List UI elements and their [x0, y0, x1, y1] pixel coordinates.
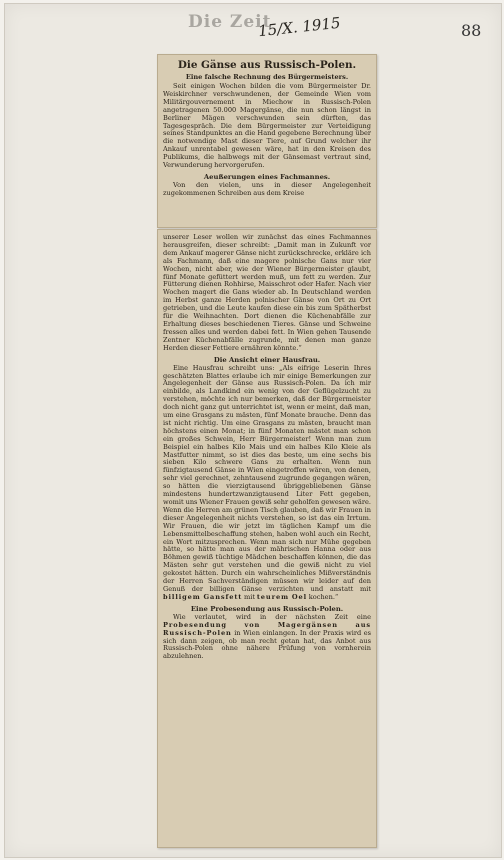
emphasis-probesendung: Probesendung von Magergänsen aus Russisch-Polen: [163, 620, 371, 637]
section-heading-expert: Aeußerungen eines Fachmannes.: [203, 172, 331, 181]
handwritten-date: 15/X. 1915: [257, 13, 342, 41]
paragraph-housewife-letter: [163, 365, 371, 602]
article-subtitle: Eine falsche Rechnung des Bürgermeisters.: [185, 73, 349, 81]
paragraph-expert-letter: unserer Leser wollen wir zunächst das eines Fachmannes herausgreifen, dieser schreibt: „Damit man in Zukunft vor dem Ankauf magerer Gänse nicht zurückschrecke, erkläre ich als Fachmann, daß eine magere polnische Gans nur vier Wochen, nicht aber, wie der Wiener Bürgermeister glaubt, fünf Monate gefüttert werden muß, um fett zu werden. Zur Fütterung dienen Rohhirse, Maisschrot oder Hafer. Nach vier Wochen magert die Gans wieder ab. In Deutschland werden im Herbst ganze Herden polnischer Gänse von Ort zu Ort getrieben, und die Leute kaufen diese ein bis zum Spätherbst für die Weihnachten. Dort dienen die Küchenabfälle zur Erhaltung dieses beschiedenen Tieres. Gänse und Schweine fressen alles und werden dabei fett. In Wien gehen Tausende Zentner Küchenabfälle zugrunde, mit denen man ganze Herden dieser Fettiere ernähren könnte.“: [163, 233, 371, 352]
housewife-letter-end: kochen.“: [308, 592, 339, 601]
section-heading-sample: Eine Probesendung aus Russisch-Polen.: [190, 604, 344, 613]
article-title: Die Gänse aus Russisch-Polen.: [177, 59, 357, 71]
newspaper-stamp: Die Zeit: [188, 12, 272, 32]
sample-text-a: Wie verlautet, wird in der nächsten Zeit eine: [173, 612, 371, 621]
paragraph-intro: Seit einigen Wochen bilden die vom Bürgermeister Dr. Weiskirchner verschwundenen, der Gemeinde Wien vom Militärgouvernement in Miechow in Russisch-Polen angetragenen 50.000 Magergänse, die nun schon längst in Berliner Mägen verschwunden sein dürften, das Tagesgespräch. Die dem Bürgermeister zur Verteidigung seines Standpunktes an die Hand gegebene Berechnung über die notwendige Mast dieser Tiere, auf Grund welcher ihr Ankauf unrentabel gewesen wäre, hat in den Kreisen des Publikums, die halbwegs mit der Gänsemast vertraut sind, Verwunderung hervorgerufen.: [163, 82, 371, 170]
paragraph-sample-shipment: [163, 614, 371, 661]
archive-sheet: [4, 3, 502, 858]
emphasis-oel: teurem Oel: [256, 592, 307, 601]
section-heading-housewife: Die Ansicht einer Hausfrau.: [213, 355, 321, 364]
clipping-top: [157, 54, 377, 228]
paragraph-expert-intro: Von den vielen, uns in dieser Angelegenheit zugekommenen Schreiben aus dem Kreise: [163, 180, 371, 197]
page-number: 88: [461, 21, 482, 40]
sample-text-b: in Wien einlangen. In der Praxis wird es sich dann zeigen, ob man recht getan hat, das Anbot aus Russisch-Polen ohne nähere Prüfung von vornherein abzulehnen.: [163, 628, 371, 661]
emphasis-gansfett: billigem Gansfett: [163, 592, 243, 601]
housewife-letter-text: Eine Hausfrau schreibt uns: „Als eifrige Leserin Ihres geschätzten Blattes erlaube ich mir einige Bemerkungen zur Angelegenheit der Gänse aus Russisch-Polen. Da ich mir einbilde, als Landkind ein wenig von der Geflügelzucht zu verstehen, möchte ich nur bemerken, daß der Bürgermeister doch nicht ganz gut unterrichtet ist, wenn er meint, daß man, um eine Grasgans zu mästen, fünf Monate brauche. Denn das ist nicht richtig. Um eine Grasgans zu mästen, braucht man höchstens einen Monat; in fünf Monaten mästet man schon ein großes Schwein, Herr Bürgermeister! Wenn man zum Beispiel ein halbes Kilo Mais und ein halbes Kilo Kleie als Mastfutter nimmt, so ist dies das beste, um eine sechs bis sieben Kilo schwere Gans zu erhalten. Wenn nun fünfzigtausend Gänse in Wien eingetroffen wären, von denen, sehr viel gerechnet, zehntausend zugrunde gegangen wären, so hätten die vierzigtausend übriggebliebenen Gänse mindestens hundertzwanzigtausend Liter Fett gegeben, womit uns Wiener Frauen gewiß sehr geholfen gewesen wäre. Wenn die Herren am grünen Tisch glauben, daß wir Frauen in dieser Angelegenheit nichts verstehen, so ist das ein Irrtum. Wir Frauen, die wir jetzt im täglichen Kampf um die Lebensmittelbeschaffung stehen, haben wohl auch ein Recht, ein Wort mitzusprechen. Wenn man sich nur Mühe gegeben hätte, so hätte man aus der mährischen Hanna oder aus Böhmen gewiß tüchtige Mädchen beschaffen können, die das Mästen sehr gut verstehen und die gewiß nicht zu viel gekostet hätten. Durch ein wahrscheinliches Mißverständnis der Herren Sachverständigen müssen wir leider auf den Genuß der billigen Gänse verzichten und anstatt mit: [163, 363, 371, 593]
clipping-bottom: [157, 229, 377, 848]
housewife-letter-mid: mit: [244, 592, 256, 601]
